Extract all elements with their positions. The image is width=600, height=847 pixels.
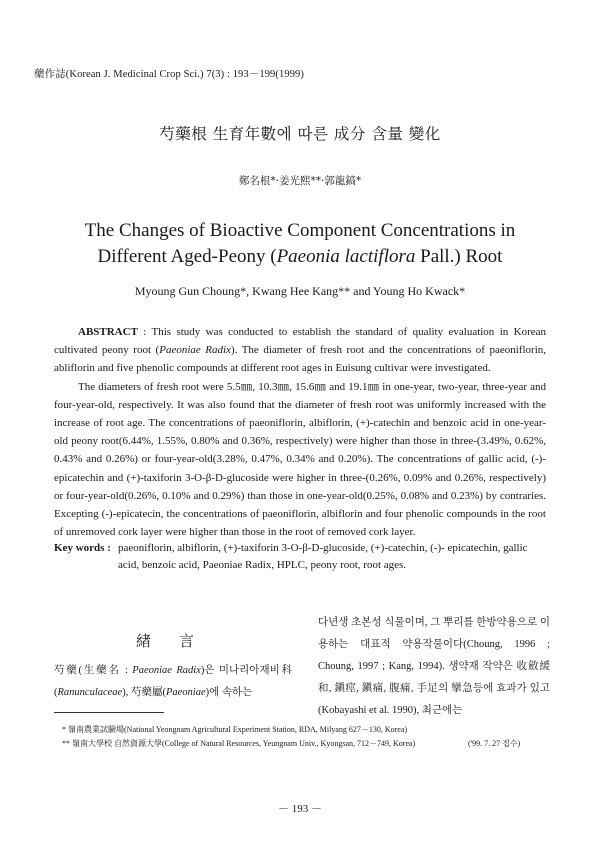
abstract (54, 323, 546, 541)
species-name: Paeonia lactiflora (276, 246, 416, 267)
korean-authors: 鄭名根*·姜光熙**·郭龍鎬* (238, 175, 362, 187)
left-text-1: 芍藥(生藥名 : (54, 665, 133, 676)
left-italic-1: Paeoniae Radix (132, 665, 201, 676)
footnote-1: * 嶺南農業試驗場(National Yeongnam Agricultural Experiment Station, RDA, Milyang 627－130, Korea) (62, 725, 408, 734)
left-text-4: )에 속하는 (205, 687, 253, 698)
footnote-2: ** 嶺南大學校 自然資源大學(College of Natural Resources, Yeungnam Univ., Kyongsan, 712－749, Korea) (62, 739, 416, 748)
english-title-line1: The Changes of Bioactive Component Concentrations in (84, 220, 516, 241)
abstract-paragraph-1 (54, 323, 546, 378)
left-text-2: )은 미나리아재비科( (54, 665, 292, 698)
abstract-label: ABSTRACT (78, 326, 138, 338)
abstract-colon: : (137, 326, 152, 338)
keywords (54, 540, 546, 574)
abstract-text-b: ). The diameter of fresh root and the concentrations of paeoniflorin, abliflorin and five phenolic compounds at different root ages in Euisung cultivar were investigated. (54, 344, 546, 375)
title-line2-pre: Different Aged-Peony ( (97, 246, 277, 267)
left-text-3: ), 芍藥屬( (122, 687, 166, 698)
english-title (0, 218, 600, 270)
intro-right-column: 다년생 초본성 식물이며, 그 뿌리를 한방약용으로 이용하는 대표적 약용작물이다(Choung, 1996 ; Choung, 1997 ; Kang, 1994). 생약재 작약은 收斂緩和, 鎭痙, 鎭痛, 腹痛, 手足의 攣急등에 효과가 있고(Kobayashi et al. 1990), 최근에는 (318, 617, 550, 716)
korean-title: 芍藥根 生育年數에 따른 成分 含量 變化 (159, 125, 441, 143)
left-italic-2: Ranunculaceae (57, 687, 123, 698)
received-date: ('99. 7. 27 접수) (468, 739, 521, 748)
page-number: － 193 － (278, 803, 322, 815)
section-heading-introduction: 緖言 (136, 632, 223, 650)
abstract-italic: Paeoniae Radix (159, 344, 231, 357)
keywords-label: Key words : (54, 542, 111, 554)
english-title-line2 (0, 244, 600, 270)
intro-left-column (54, 660, 292, 704)
journal-citation: 藥作誌(Korean J. Medicinal Crop Sci.) 7(3) : 193－199(1999) (34, 69, 304, 80)
abstract-paragraph-2: The diameters of fresh root were 5.5㎜, 10.3㎜, 15.6㎜ and 19.1㎜ in one-year, two-year, three-year and four-year-old, respectively. It was also found that the diameter of fresh root was uniformly increased with the increase of root age. The concentrations of paeoniflorin, albiflorin, (+)-catechin and benzoic acid in one-year-old peony root(6.44%, 1.55%, 0.80% and 0.36%, respectively) were higher than those in three-(3.49%, 0.62%, 0.43% and 0.26%) or four-year-old(3.28%, 0.47%, 0.34% and 0.20%). The concentrations of gallic acid, (-)-epicatechin and (+)-taxiforin 3-O-β-D-glucoside were higher in three-(0.26%, 0.09% and 0.26%, respectively) or four-year-old(0.26%, 0.10% and 0.29%) than those in one-year-old(0.25%, 0.08% and 0.23%) by contraries. Excepting (-)-epicatecin, the concentrations of paeoniflorin, albiflorin and four phenolic compounds in the root of unremoved cork layer were higher than those in the root of removed cork layer. (54, 380, 546, 539)
title-line2-post: Pall.) Root (415, 246, 503, 267)
footnote-divider (54, 712, 164, 713)
left-italic-3: Paeoniae (165, 687, 206, 698)
keywords-text: paeoniflorin, albiflorin, (+)-taxiforin 3-O-β-D-glucoside, (+)-catechin, (-)- epicatechin, gallic acid, benzoic acid, Paeoniae Radix, HPLC, peony root, root ages. (118, 542, 528, 571)
abstract-text-a: This study was conducted to establish the standard of quality evaluation in Korean cultivated peony root ( (54, 326, 546, 357)
english-authors: Myoung Gun Choung*, Kwang Hee Kang** and Young Ho Kwack* (134, 284, 466, 298)
